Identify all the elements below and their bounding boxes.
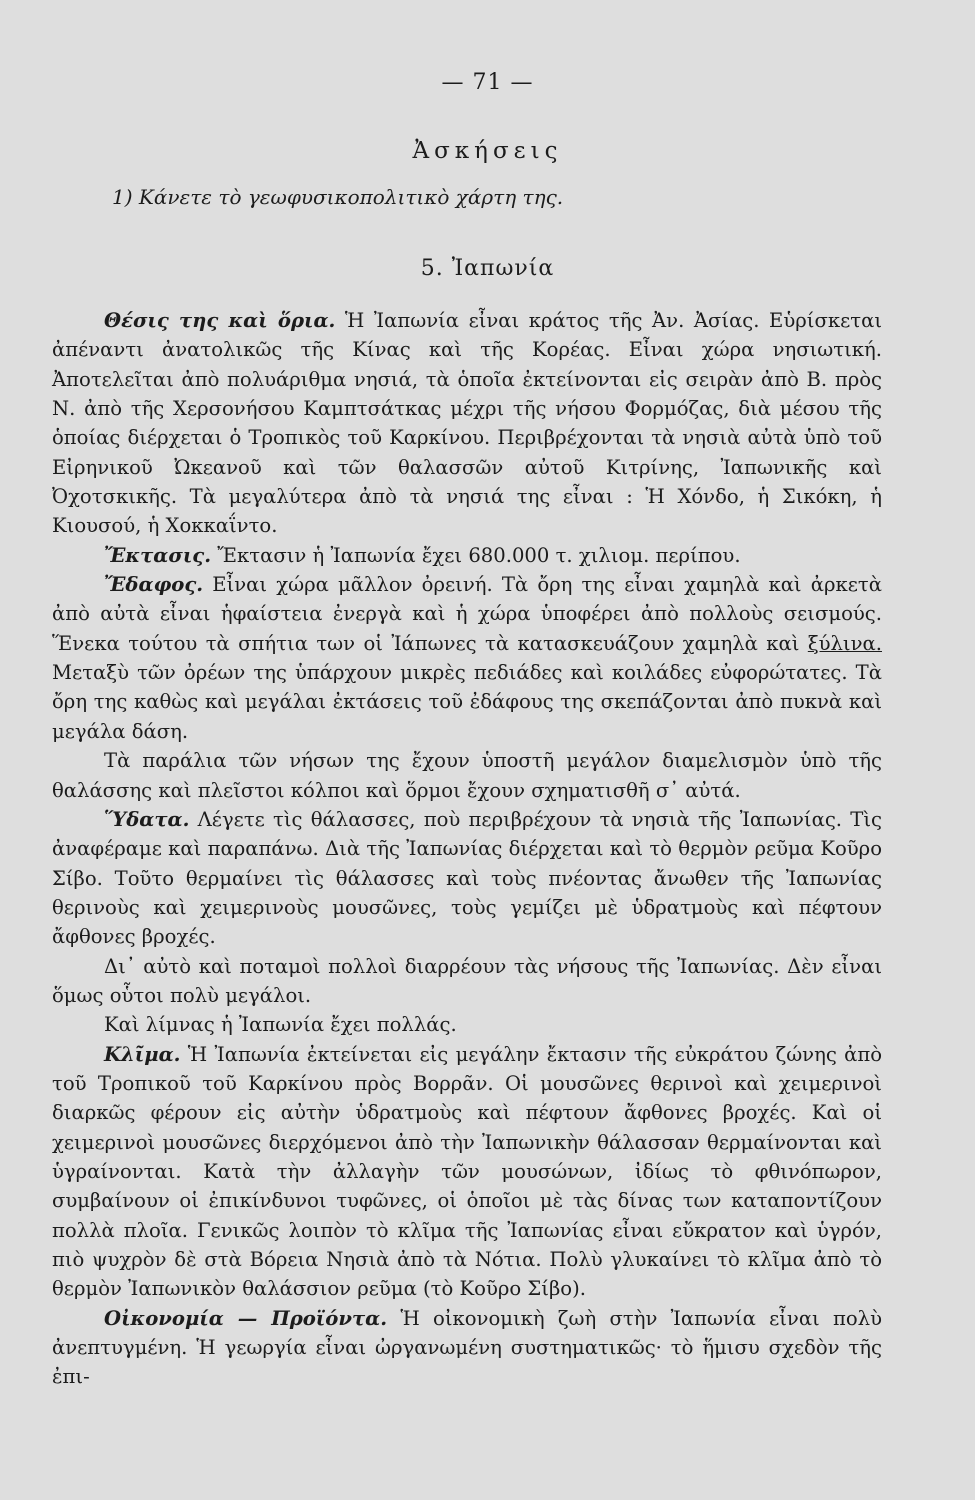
paragraph-area (52, 541, 882, 570)
lead-terrain: Ἔδαφος. (104, 573, 204, 597)
paragraph-lakes (52, 1010, 882, 1039)
lead-position: Θέσις της καὶ ὅρια. (104, 309, 336, 332)
body-text (52, 306, 882, 1392)
paragraph-text: Καὶ λίμνας ἡ Ἰαπωνία ἔχει πολλάς. (104, 1013, 457, 1037)
paragraph-economy (52, 1304, 882, 1392)
paragraph-position (52, 306, 882, 541)
lead-waters: Ὕδατα. (104, 807, 190, 831)
paragraph-coasts (52, 746, 882, 805)
chapter-title: 5. Ἰαπωνία (420, 256, 555, 281)
paragraph-text: Μεταξὺ τῶν ὀρέων της ὑπάρχουν μικρὲς πεδιάδες καὶ κοιλάδες εὐφορώτατες. Τὰ ὄρη της καθὼς καὶ μεγάλαι ἐκτάσεις τοῦ ἐδάφους της σκεπάζονται ἀπὸ πυκνὰ καὶ μεγάλα δάση. (52, 661, 882, 743)
paragraph-text: Ἡ Ἰαπωνία εἶναι κράτος τῆς Ἀν. Ἀσίας. Εὑρίσκεται ἀπέναντι ἀνατολικῶς τῆς Κίνας καὶ τῆς Κορέας. Εἶναι χώρα νησιωτική. Ἀποτελεῖται ἀπὸ πολυάριθμα νησιά, τὰ ὁποῖα ἐκτείνονται εἰς σειρὰν ἀπὸ Β. πρὸς Ν. ἀπὸ τῆς Χερσονήσου Καμπτσάτκας μέχρι τῆς νήσου Φορμόζας, διὰ μέσου τῆς ὁποίας διέρχεται ὁ Τροπικὸς τοῦ Καρκίνου. Περιβρέχονται τὰ νησιὰ αὐτὰ ὑπὸ τοῦ Εἰρηνικοῦ Ὠκεανοῦ καὶ τῶν θαλασσῶν αὐτοῦ Κιτρίνης, Ἰαπωνικῆς καὶ Ὀχοτσκικῆς. Τὰ μεγαλύτερα ἀπὸ τὰ νησιά της εἶναι : Ἡ Χόνδο, ἡ Σικόκη, ἡ Κιουσού, ἡ Χοκκαΐντο. (52, 309, 883, 538)
page-number: — 71 — (441, 70, 534, 95)
paragraph-text: Ἡ οἰκονομικὴ ζωὴ στὴν Ἰαπωνία εἶναι πολὺ ἀνεπτυγμένη. Ἡ γεωργία εἶναι ὠργανωμένη συστηματικῶς· τὸ ἥμισυ σχεδὸν τῆς ἐπι- (52, 1306, 883, 1389)
underlined-word: ξύλινα. (807, 631, 882, 655)
paragraph-text: Ἡ Ἰαπωνία ἐκτείνεται εἰς μεγάλην ἔκτασιν τῆς εὐκράτου ζώνης ἀπὸ τοῦ Τροπικοῦ τοῦ Καρκίνου πρὸς Βορρᾶν. Οἱ μουσῶνες θερινοὶ καὶ χειμερινοὶ διαρκῶς φέρουν εἰς αὐτὴν ὑδρατμοὺς καὶ πέφτουν ἄφθονες βροχές. Καὶ οἱ χειμερινοὶ μουσῶνες διερχόμενοι ἀπὸ τὴν Ἰαπωνικὴν θάλασσαν θερμαίνονται καὶ ὑγραίνονται. Κατὰ τὴν ἀλλαγὴν τῶν μουσώνων, ἰδίως τὸ φθινόπωρον, συμβαίνουν οἱ ἐπικίνδυνοι τυφῶνες, οἱ ὁποῖοι μὲ τὰς δίνας των καταποντίζουν πολλὰ πλοῖα. Γενικῶς λοιπὸν τὸ κλῖμα τῆς Ἰαπωνίας εἶναι εὔκρατον καὶ ὑγρόν, πιὸ ψυχρὸν δὲ στὰ Βόρεια Νησιὰ ἀπὸ τὰ Νότια. Πολὺ γλυκαίνει τὸ κλῖμα ἀπὸ τὸ θερμὸν Ἰαπωνικὸν θαλάσσιον ρεῦμα (τὸ Κοῦρο Σίβο). (52, 1042, 882, 1301)
exercise-item: 1) Κάνετε τὸ γεωφυσικοπολιτικὸ χάρτη της. (112, 185, 564, 209)
lead-economy: Οἰκονομία — Προϊόντα. (104, 1306, 388, 1330)
paragraph-climate (52, 1040, 882, 1304)
paragraph-terrain (52, 570, 882, 746)
paragraph-waters (52, 805, 882, 952)
paragraph-text: Τὰ παράλια τῶν νήσων της ἔχουν ὑποστῆ μεγάλον διαμελισμὸν ὑπὸ τῆς θαλάσσης καὶ πλεῖστοι κόλποι καὶ ὅρμοι ἔχουν σχηματισθῆ σ᾿ αὐτά. (52, 749, 882, 802)
exercises-heading: Ἀσκήσεις (412, 138, 563, 164)
paragraph-rivers (52, 952, 882, 1011)
paragraph-text: Λέγετε τὶς θάλασσες, ποὺ περιβρέχουν τὰ νησιὰ τῆς Ἰαπωνίας. Τὶς ἀναφέραμε καὶ παραπάνω. Διὰ τῆς Ἰαπωνίας διέρχεται καὶ τὸ θερμὸν ρεῦμα Κοῦρο Σίβο. Τοῦτο θερμαίνει τὶς θάλασσες καὶ τοὺς πνέοντας ἄνωθεν τῆς Ἰαπωνίας θερινοὺς καὶ χειμερινοὺς μουσῶνες, τοὺς γεμίζει μὲ ὑδρατμοὺς καὶ πέφτουν ἄφθονες βροχές. (52, 807, 882, 949)
paragraph-text: Εἶναι χώρα μᾶλλον ὀρεινή. Τὰ ὄρη της εἶναι χαμηλὰ καὶ ἀρκετὰ ἀπὸ αὐτὰ εἶναι ἡφαίστεια ἐνεργὰ καὶ ἡ χώρα ὑποφέρει ἀπὸ πολλοὺς σεισμούς. Ἕνεκα τούτου τὰ σπήτια των οἱ Ἰάπωνες τὰ κατασκευάζουν χαμηλὰ καὶ (52, 573, 882, 655)
paragraph-text: Δι᾿ αὐτὸ καὶ ποταμοὶ πολλοὶ διαρρέουν τὰς νήσους τῆς Ἰαπωνίας. Δὲν εἶναι ὅμως οὗτοι πολὺ μεγάλοι. (52, 954, 882, 1007)
paragraph-text: Ἔκτασιν ἡ Ἰαπωνία ἔχει 680.000 τ. χιλιομ. περίπου. (211, 543, 741, 567)
lead-climate: Κλῖμα. (104, 1042, 181, 1066)
lead-area: Ἔκτασις. (104, 543, 212, 567)
